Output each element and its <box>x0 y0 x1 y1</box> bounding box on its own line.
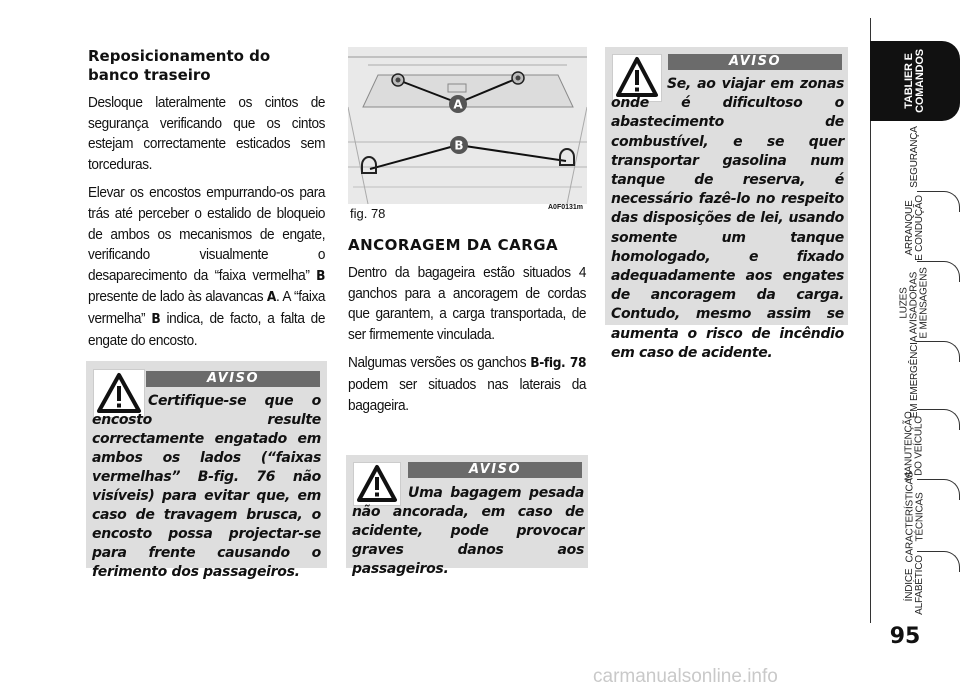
figure-caption: fig. 78 <box>350 206 386 221</box>
text: indica, de facto, a falta de engate do encosto. <box>88 310 326 349</box>
paragraph: Desloque lateralmente os cintos de segurança verificando que os cintos estejam correctamente esticados sem torceduras. <box>88 95 326 173</box>
trunk-figure <box>348 47 587 204</box>
text: presente de lado às alavancas <box>88 289 264 306</box>
page-number: 95 <box>889 624 921 649</box>
reference: B <box>316 268 326 284</box>
reference: B <box>151 311 161 327</box>
label-b: B <box>454 138 464 153</box>
tab-label: EM EMERGÊNCIA <box>908 335 920 419</box>
tab-arranque-conducao[interactable] <box>870 193 960 263</box>
tab-caracteristicas-tecnicas[interactable] <box>870 471 960 563</box>
watermark: carmanualsonline.info <box>593 666 778 687</box>
text: podem ser situados nas laterais da bagageira. <box>348 376 587 414</box>
paragraph <box>88 183 325 351</box>
warning-text: Uma bagagem pesada não ancorada, em caso de acidente, pode provocar graves danos aos passageiros. <box>352 485 584 577</box>
tab-tablier-comandos[interactable] <box>870 41 960 121</box>
reference: A <box>266 290 276 306</box>
section-title <box>88 47 326 85</box>
aviso-label: AVISO <box>146 371 320 387</box>
warning-box <box>86 361 327 580</box>
tab-indice-alfabetico[interactable] <box>870 553 960 617</box>
warning-text: Se, ao viajar em zonas onde é dificultoso o abastecimento de combustível, e se quer transportar gasolina num tanque de reserva, é necessário fazê-lo no respeito das disposições de lei, usando somente um tanque homologado, e fixado adequadamente aos engates de ancoragem da carga. Contudo, mesmo assim se aumenta o risco de incêndio em caso de acidente. <box>611 76 844 361</box>
aviso-label: AVISO <box>668 54 842 70</box>
warning-box <box>605 47 848 361</box>
paragraph: Dentro da bagageira estão situados 4 ganchos para a ancoragem de cordas que garantem, a carga transportada, de ser firmemente vinculada. <box>348 265 587 343</box>
tab-label: LUZES AVISADORAS E MENSAGENS <box>899 267 930 339</box>
title-line-2: banco traseiro <box>88 66 211 84</box>
paragraph <box>348 353 586 416</box>
tab-label: ÍNDICE ALFABÉTICO <box>904 555 925 615</box>
text: Elevar os encostos empurrando-os para trás até perceber o estalido de bloqueio de ambos os mecanismos de engate, verificando visualmente o desaparecimento da “faixa vermelha” <box>88 185 326 284</box>
aviso-label: AVISO <box>408 462 582 478</box>
text: . A “faixa vermelha” <box>88 289 326 327</box>
tab-label: TABLIER E COMANDOS <box>902 49 926 113</box>
tab-label: SEGURANÇA <box>908 126 920 188</box>
warning-box <box>346 455 588 577</box>
warning-text: Certifique-se que o encosto resulte correctamente engatado em ambos os lados (“faixas vermelhas” B-fig. 76 não visíveis) para evitar que, em caso de travagem brusca, o encosto possa projectar-se para frente causando o ferimento dos passageiros. <box>92 393 321 580</box>
tab-label: ARRANQUE E CONDUÇÃO <box>903 195 925 261</box>
title-line-1: Reposicionamento do <box>88 47 271 65</box>
text: Nalgumas versões os ganchos <box>348 355 527 372</box>
section-title: ANCORAGEM DA CARGA <box>348 236 559 254</box>
tab-label: MANUTENÇÃO DO VEÍCULO <box>904 411 925 481</box>
tab-em-emergencia[interactable] <box>870 335 960 419</box>
tab-label: CARACTERÍSTICAS TÉCNICAS <box>904 471 925 563</box>
tab-separator <box>917 341 960 362</box>
middle-column <box>348 236 587 416</box>
tab-seguranca[interactable] <box>870 121 960 193</box>
label-a: A <box>453 97 463 112</box>
reference: B-fig. 78 <box>530 356 587 372</box>
tab-luzes-avisadoras[interactable] <box>870 263 960 343</box>
figure-code: A0F0131m <box>548 204 584 211</box>
left-column <box>88 47 326 351</box>
